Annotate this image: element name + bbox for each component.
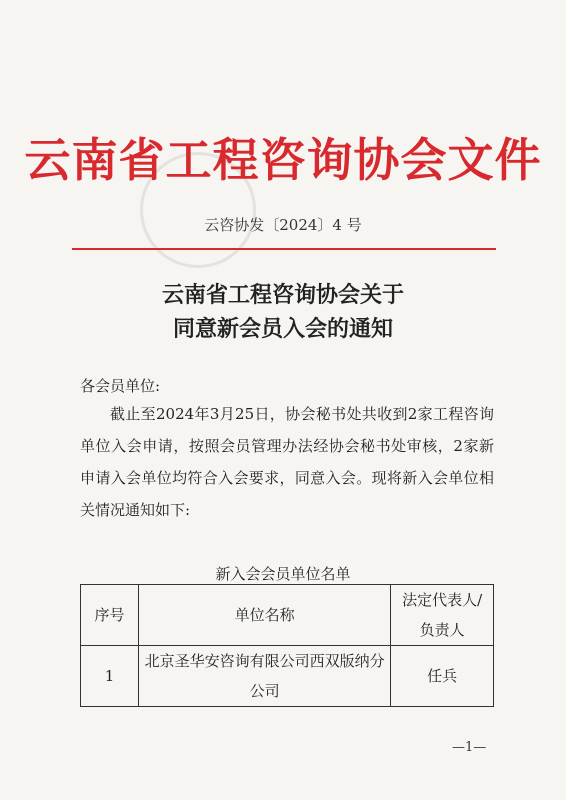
table-caption: 新入会会员单位名单	[215, 565, 351, 583]
salutation: 各会员单位:	[80, 377, 161, 395]
cell-no: 1	[81, 646, 139, 707]
header-divider	[72, 248, 496, 250]
table-row	[81, 646, 494, 707]
table-header-row	[81, 585, 494, 646]
notice-title	[0, 278, 566, 346]
body-paragraph: 截止至2024年3月25日，协会秘书处共收到2家工程咨询单位入会申请，按照会员管理办法经协会秘书处审核，2家新申请入会单位均符合入会要求，同意入会。现将新入会单位相关情况通知如下:	[80, 405, 494, 519]
cell-name: 北京圣华安咨询有限公司西双版纳分公司	[138, 646, 390, 707]
document-number: 云咨协发〔2024〕4 号	[204, 216, 362, 234]
cell-rep: 任兵	[391, 646, 494, 707]
header-rep: 法定代表人/负责人	[391, 585, 494, 646]
notice-title-line-1: 云南省工程咨询协会关于	[161, 282, 404, 308]
member-table	[80, 584, 494, 707]
header-name: 单位名称	[138, 585, 390, 646]
header-no: 序号	[81, 585, 139, 646]
notice-title-line-2: 同意新会员入会的通知	[172, 316, 393, 342]
page-number: —1—	[452, 740, 487, 755]
org-header-title: 云南省工程咨询协会文件	[24, 133, 542, 187]
